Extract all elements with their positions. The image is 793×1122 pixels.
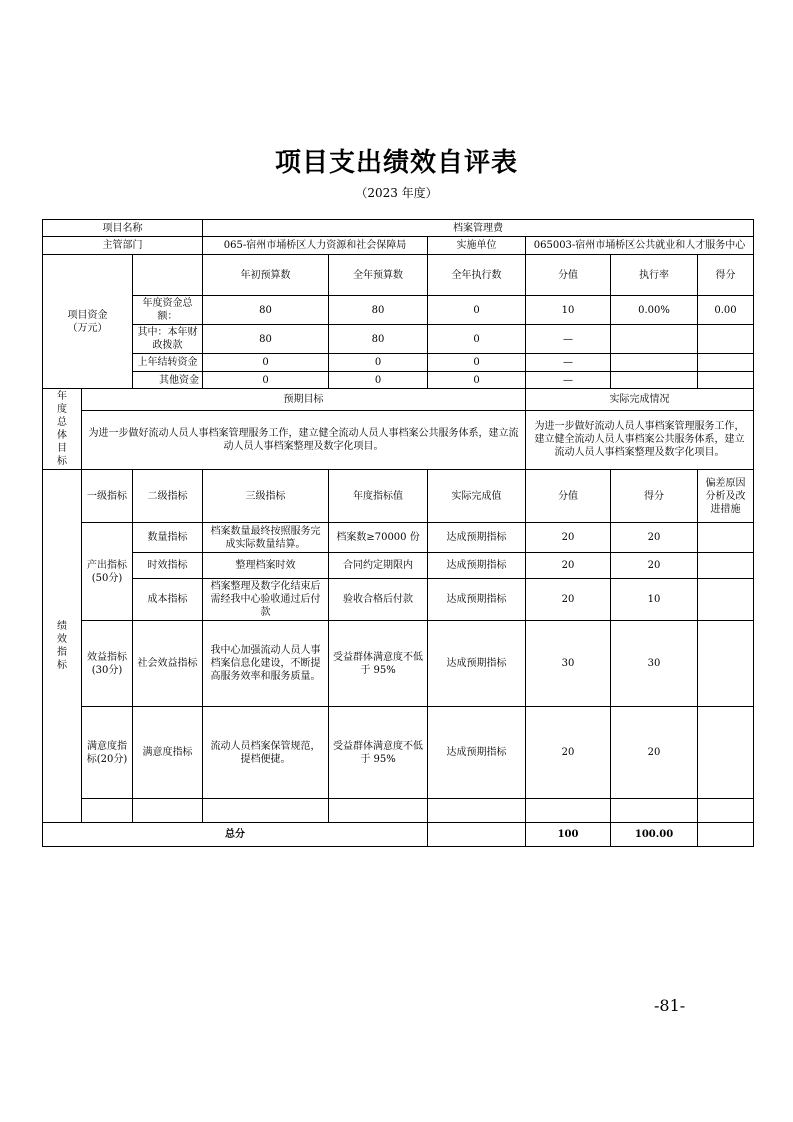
level1-satisfaction: 满意度指标(20分) — [82, 707, 133, 799]
funds-cell: — — [526, 354, 611, 372]
level1-output: 产出指标(50分) — [82, 523, 133, 621]
indicator-level3: 档案数量最终按照服务完成实际数量结算。 — [203, 523, 329, 553]
funds-row — [43, 296, 754, 325]
funds-header-row — [43, 255, 754, 296]
header-deviation: 偏差原因分析及改进措施 — [698, 470, 754, 523]
funds-cell: 0.00% — [611, 296, 698, 325]
indicator-annual: 受益群体满意度不低于 95% — [329, 621, 428, 707]
funds-cell — [698, 354, 754, 372]
indicator-level2: 成本指标 — [133, 579, 203, 621]
funds-header-6: 得分 — [698, 255, 754, 296]
funds-cell: — — [526, 372, 611, 389]
indicator-row — [43, 579, 754, 621]
funds-cell: 80 — [329, 296, 428, 325]
indicator-score: 20 — [611, 707, 698, 799]
funds-cell — [611, 325, 698, 354]
spacer-cell — [428, 799, 526, 823]
spacer-cell — [82, 799, 133, 823]
indicator-level3: 整理档案时效 — [203, 553, 329, 579]
funds-section-label: 项目资金 （万元） — [43, 255, 133, 389]
performance-self-evaluation-table — [42, 219, 754, 847]
indicator-header-row — [43, 470, 754, 523]
indicator-row — [43, 621, 754, 707]
funds-cell: 0 — [428, 354, 526, 372]
dept-value: 065-宿州市埇桥区人力资源和社会保障局 — [203, 237, 428, 255]
impl-label: 实施单位 — [428, 237, 526, 255]
header-score: 得分 — [611, 470, 698, 523]
project-name-value: 档案管理费 — [203, 220, 754, 237]
funds-cell: 0.00 — [698, 296, 754, 325]
goals-section-label: 年 度 总 体 目 标 — [43, 389, 82, 470]
indicator-row — [43, 707, 754, 799]
total-row — [43, 823, 754, 847]
indicator-score: 20 — [611, 553, 698, 579]
indicator-score: 10 — [611, 579, 698, 621]
funds-header-blank — [133, 255, 203, 296]
impl-value: 065003-宿州市埇桥区公共就业和人才服务中心 — [526, 237, 754, 255]
indicator-deviation — [698, 523, 754, 553]
indicator-annual: 合同约定期限内 — [329, 553, 428, 579]
funds-row — [43, 325, 754, 354]
header-score-value: 分值 — [526, 470, 611, 523]
goals-actual-text: 为进一步做好流动人员人事档案管理服务工作，建立健全流动人员人事档案公共服务体系，建立流动人员人事档案整理及数字化项目。 — [526, 410, 754, 469]
goals-expected-text: 为进一步做好流动人员人事档案管理服务工作，建立健全流动人员人事档案公共服务体系，建立流动人员人事档案整理及数字化项目。 — [82, 410, 526, 469]
goals-text-row — [43, 410, 754, 469]
dept-label: 主管部门 — [43, 237, 203, 255]
header-level1: 一级指标 — [82, 470, 133, 523]
indicator-score-value: 20 — [526, 707, 611, 799]
funds-cell — [698, 325, 754, 354]
funds-row-label: 年度资金总额： — [133, 296, 203, 325]
funds-row-label: 其他资金 — [133, 372, 203, 389]
funds-row-label: 其中：本年财政拨款 — [133, 325, 203, 354]
total-score: 100.00 — [611, 823, 698, 847]
header-level3: 三级指标 — [203, 470, 329, 523]
indicator-level3: 流动人员档案保管规范，提档便捷。 — [203, 707, 329, 799]
indicator-deviation — [698, 553, 754, 579]
funds-cell: 0 — [329, 372, 428, 389]
funds-row-label: 上年结转资金 — [133, 354, 203, 372]
funds-row — [43, 354, 754, 372]
indicator-annual: 受益群体满意度不低于 95% — [329, 707, 428, 799]
funds-header-2: 全年预算数 — [329, 255, 428, 296]
indicator-actual: 达成预期指标 — [428, 553, 526, 579]
page-subtitle: （2023 年度） — [355, 186, 438, 200]
total-actual-blank — [428, 823, 526, 847]
indicator-spacer-row — [43, 799, 754, 823]
indicator-row — [43, 553, 754, 579]
indicator-score: 20 — [611, 523, 698, 553]
funds-cell: 0 — [428, 325, 526, 354]
spacer-cell — [698, 799, 754, 823]
indicator-row — [43, 523, 754, 553]
indicator-score-value: 20 — [526, 579, 611, 621]
funds-cell: 0 — [203, 354, 329, 372]
goals-actual-header: 实际完成情况 — [526, 389, 754, 411]
goals-header-row — [43, 389, 754, 411]
spacer-cell — [133, 799, 203, 823]
dept-row — [43, 237, 754, 255]
header-actual: 实际完成值 — [428, 470, 526, 523]
goals-expected-header: 预期目标 — [82, 389, 526, 411]
funds-cell: 80 — [203, 296, 329, 325]
indicator-level2: 社会效益指标 — [133, 621, 203, 707]
funds-cell — [698, 372, 754, 389]
level1-benefit: 效益指标(30分) — [82, 621, 133, 707]
indicator-level2: 满意度指标 — [133, 707, 203, 799]
funds-header-3: 全年执行数 — [428, 255, 526, 296]
funds-cell — [611, 372, 698, 389]
total-deviation-blank — [698, 823, 754, 847]
header-annual: 年度指标值 — [329, 470, 428, 523]
indicator-actual: 达成预期指标 — [428, 707, 526, 799]
funds-cell: 80 — [329, 325, 428, 354]
spacer-cell — [611, 799, 698, 823]
funds-cell: 0 — [329, 354, 428, 372]
indicator-score: 30 — [611, 621, 698, 707]
indicator-level2: 时效指标 — [133, 553, 203, 579]
indicator-level3: 我中心加强流动人员人事档案信息化建设，不断提高服务效率和服务质量。 — [203, 621, 329, 707]
funds-cell: 0 — [428, 372, 526, 389]
page-title: 项目支出绩效自评表 — [274, 148, 518, 178]
funds-cell: 0 — [428, 296, 526, 325]
funds-header-4: 分值 — [526, 255, 611, 296]
total-label: 总分 — [43, 823, 428, 847]
indicator-score-value: 30 — [526, 621, 611, 707]
indicator-actual: 达成预期指标 — [428, 621, 526, 707]
spacer-cell — [329, 799, 428, 823]
indicator-actual: 达成预期指标 — [428, 579, 526, 621]
indicator-level2: 数量指标 — [133, 523, 203, 553]
funds-header-1: 年初预算数 — [203, 255, 329, 296]
funds-row — [43, 372, 754, 389]
spacer-cell — [526, 799, 611, 823]
project-name-label: 项目名称 — [43, 220, 203, 237]
indicator-annual: 验收合格后付款 — [329, 579, 428, 621]
page-number: -81- — [654, 996, 686, 1015]
indicator-score-value: 20 — [526, 553, 611, 579]
performance-section-label: 绩 效 指 标 — [43, 470, 82, 823]
funds-cell: 10 — [526, 296, 611, 325]
indicator-level3: 档案整理及数字化结束后需经我中心验收通过后付款 — [203, 579, 329, 621]
project-name-row — [43, 220, 754, 237]
indicator-actual: 达成预期指标 — [428, 523, 526, 553]
funds-cell: 80 — [203, 325, 329, 354]
indicator-deviation — [698, 621, 754, 707]
funds-header-5: 执行率 — [611, 255, 698, 296]
indicator-score-value: 20 — [526, 523, 611, 553]
indicator-deviation — [698, 707, 754, 799]
funds-cell: 0 — [203, 372, 329, 389]
header-level2: 二级指标 — [133, 470, 203, 523]
funds-cell — [611, 354, 698, 372]
total-score-value: 100 — [526, 823, 611, 847]
funds-cell: — — [526, 325, 611, 354]
indicator-deviation — [698, 579, 754, 621]
indicator-annual: 档案数≥70000 份 — [329, 523, 428, 553]
spacer-cell — [203, 799, 329, 823]
